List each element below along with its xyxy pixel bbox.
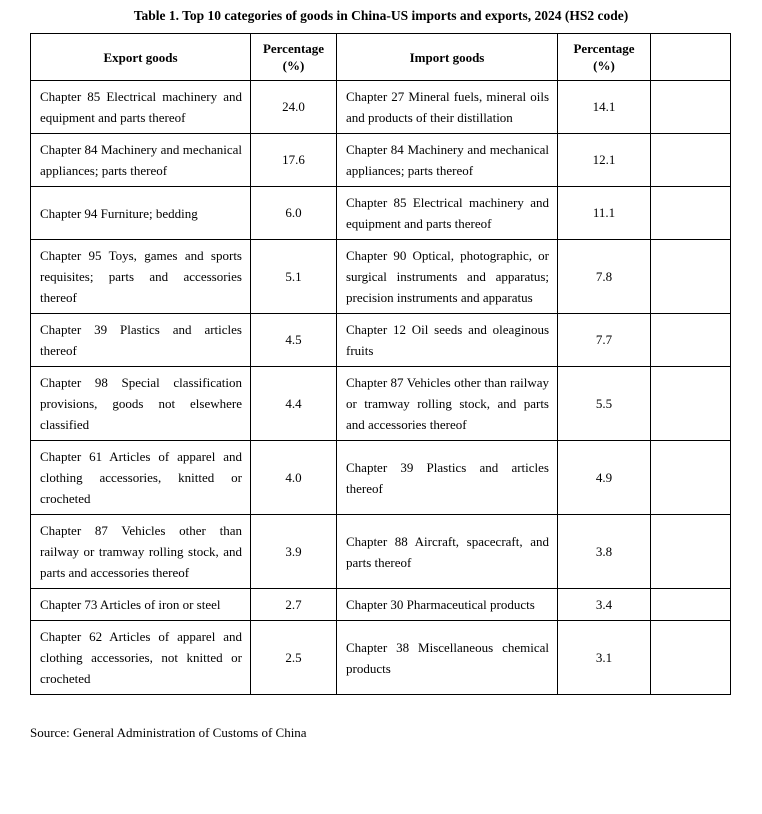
export-percentage-cell: 4.4 (251, 367, 337, 441)
source-note: Source: General Administration of Customs of China (30, 725, 307, 740)
import-percentage-cell: 7.7 (558, 314, 651, 367)
table-body (31, 81, 731, 695)
empty-cell (651, 187, 731, 240)
table-row (31, 240, 731, 314)
table-row (31, 187, 731, 240)
import-goods-cell: Chapter 87 Vehicles other than railway or tramway rolling stock, and parts and accessories thereof (337, 367, 558, 441)
empty-header (651, 34, 731, 81)
import-percentage-cell: 5.5 (558, 367, 651, 441)
export-percentage-cell: 4.0 (251, 441, 337, 515)
import-percentage-cell: 12.1 (558, 134, 651, 187)
import-goods-cell: Chapter 84 Machinery and mechanical appliances; parts thereof (337, 134, 558, 187)
table-row (31, 515, 731, 589)
import-goods-cell: Chapter 38 Miscellaneous chemical products (337, 621, 558, 695)
import-goods-cell: Chapter 90 Optical, photographic, or surgical instruments and apparatus; precision instruments and apparatus (337, 240, 558, 314)
export-percentage-cell: 5.1 (251, 240, 337, 314)
export-percentage-cell: 6.0 (251, 187, 337, 240)
export-goods-cell: Chapter 95 Toys, games and sports requisites; parts and accessories thereof (31, 240, 251, 314)
table-row (31, 134, 731, 187)
empty-cell (651, 515, 731, 589)
export-goods-cell: Chapter 39 Plastics and articles thereof (31, 314, 251, 367)
trade-table (30, 33, 731, 695)
import-percentage-cell: 11.1 (558, 187, 651, 240)
table-caption: Table 1. Top 10 categories of goods in China-US imports and exports, 2024 (HS2 code) (133, 8, 629, 23)
import-percentage-header: Percentage (%) (558, 34, 651, 81)
import-goods-header: Import goods (337, 34, 558, 81)
import-percentage-cell: 3.8 (558, 515, 651, 589)
empty-cell (651, 134, 731, 187)
table-row (31, 441, 731, 515)
table-row (31, 589, 731, 621)
table-row (31, 621, 731, 695)
import-goods-cell: Chapter 27 Mineral fuels, mineral oils and products of their distillation (337, 81, 558, 134)
export-goods-cell: Chapter 84 Machinery and mechanical appliances; parts thereof (31, 134, 251, 187)
table-header-row (31, 34, 731, 81)
empty-cell (651, 367, 731, 441)
empty-cell (651, 240, 731, 314)
export-goods-header: Export goods (31, 34, 251, 81)
import-percentage-cell: 3.4 (558, 589, 651, 621)
table-row (31, 367, 731, 441)
export-percentage-cell: 2.7 (251, 589, 337, 621)
import-goods-cell: Chapter 88 Aircraft, spacecraft, and parts thereof (337, 515, 558, 589)
export-percentage-cell: 4.5 (251, 314, 337, 367)
export-goods-cell: Chapter 61 Articles of apparel and clothing accessories, knitted or crocheted (31, 441, 251, 515)
export-percentage-header: Percentage (%) (251, 34, 337, 81)
empty-cell (651, 314, 731, 367)
empty-cell (651, 589, 731, 621)
table-row (31, 81, 731, 134)
export-goods-cell: Chapter 62 Articles of apparel and clothing accessories, not knitted or crocheted (31, 621, 251, 695)
export-goods-cell: Chapter 73 Articles of iron or steel (31, 589, 251, 621)
import-goods-cell: Chapter 30 Pharmaceutical products (337, 589, 558, 621)
export-percentage-cell: 17.6 (251, 134, 337, 187)
empty-cell (651, 441, 731, 515)
export-goods-cell: Chapter 87 Vehicles other than railway or tramway rolling stock, and parts and accessories thereof (31, 515, 251, 589)
empty-cell (651, 81, 731, 134)
import-percentage-cell: 7.8 (558, 240, 651, 314)
empty-cell (651, 621, 731, 695)
import-percentage-cell: 4.9 (558, 441, 651, 515)
export-percentage-cell: 24.0 (251, 81, 337, 134)
import-percentage-cell: 14.1 (558, 81, 651, 134)
export-goods-cell: Chapter 94 Furniture; bedding (31, 187, 251, 240)
import-percentage-cell: 3.1 (558, 621, 651, 695)
export-goods-cell: Chapter 98 Special classification provisions, goods not elsewhere classified (31, 367, 251, 441)
import-goods-cell: Chapter 85 Electrical machinery and equipment and parts thereof (337, 187, 558, 240)
import-goods-cell: Chapter 39 Plastics and articles thereof (337, 441, 558, 515)
export-percentage-cell: 2.5 (251, 621, 337, 695)
export-goods-cell: Chapter 85 Electrical machinery and equipment and parts thereof (31, 81, 251, 134)
export-percentage-cell: 3.9 (251, 515, 337, 589)
import-goods-cell: Chapter 12 Oil seeds and oleaginous fruits (337, 314, 558, 367)
table-row (31, 314, 731, 367)
